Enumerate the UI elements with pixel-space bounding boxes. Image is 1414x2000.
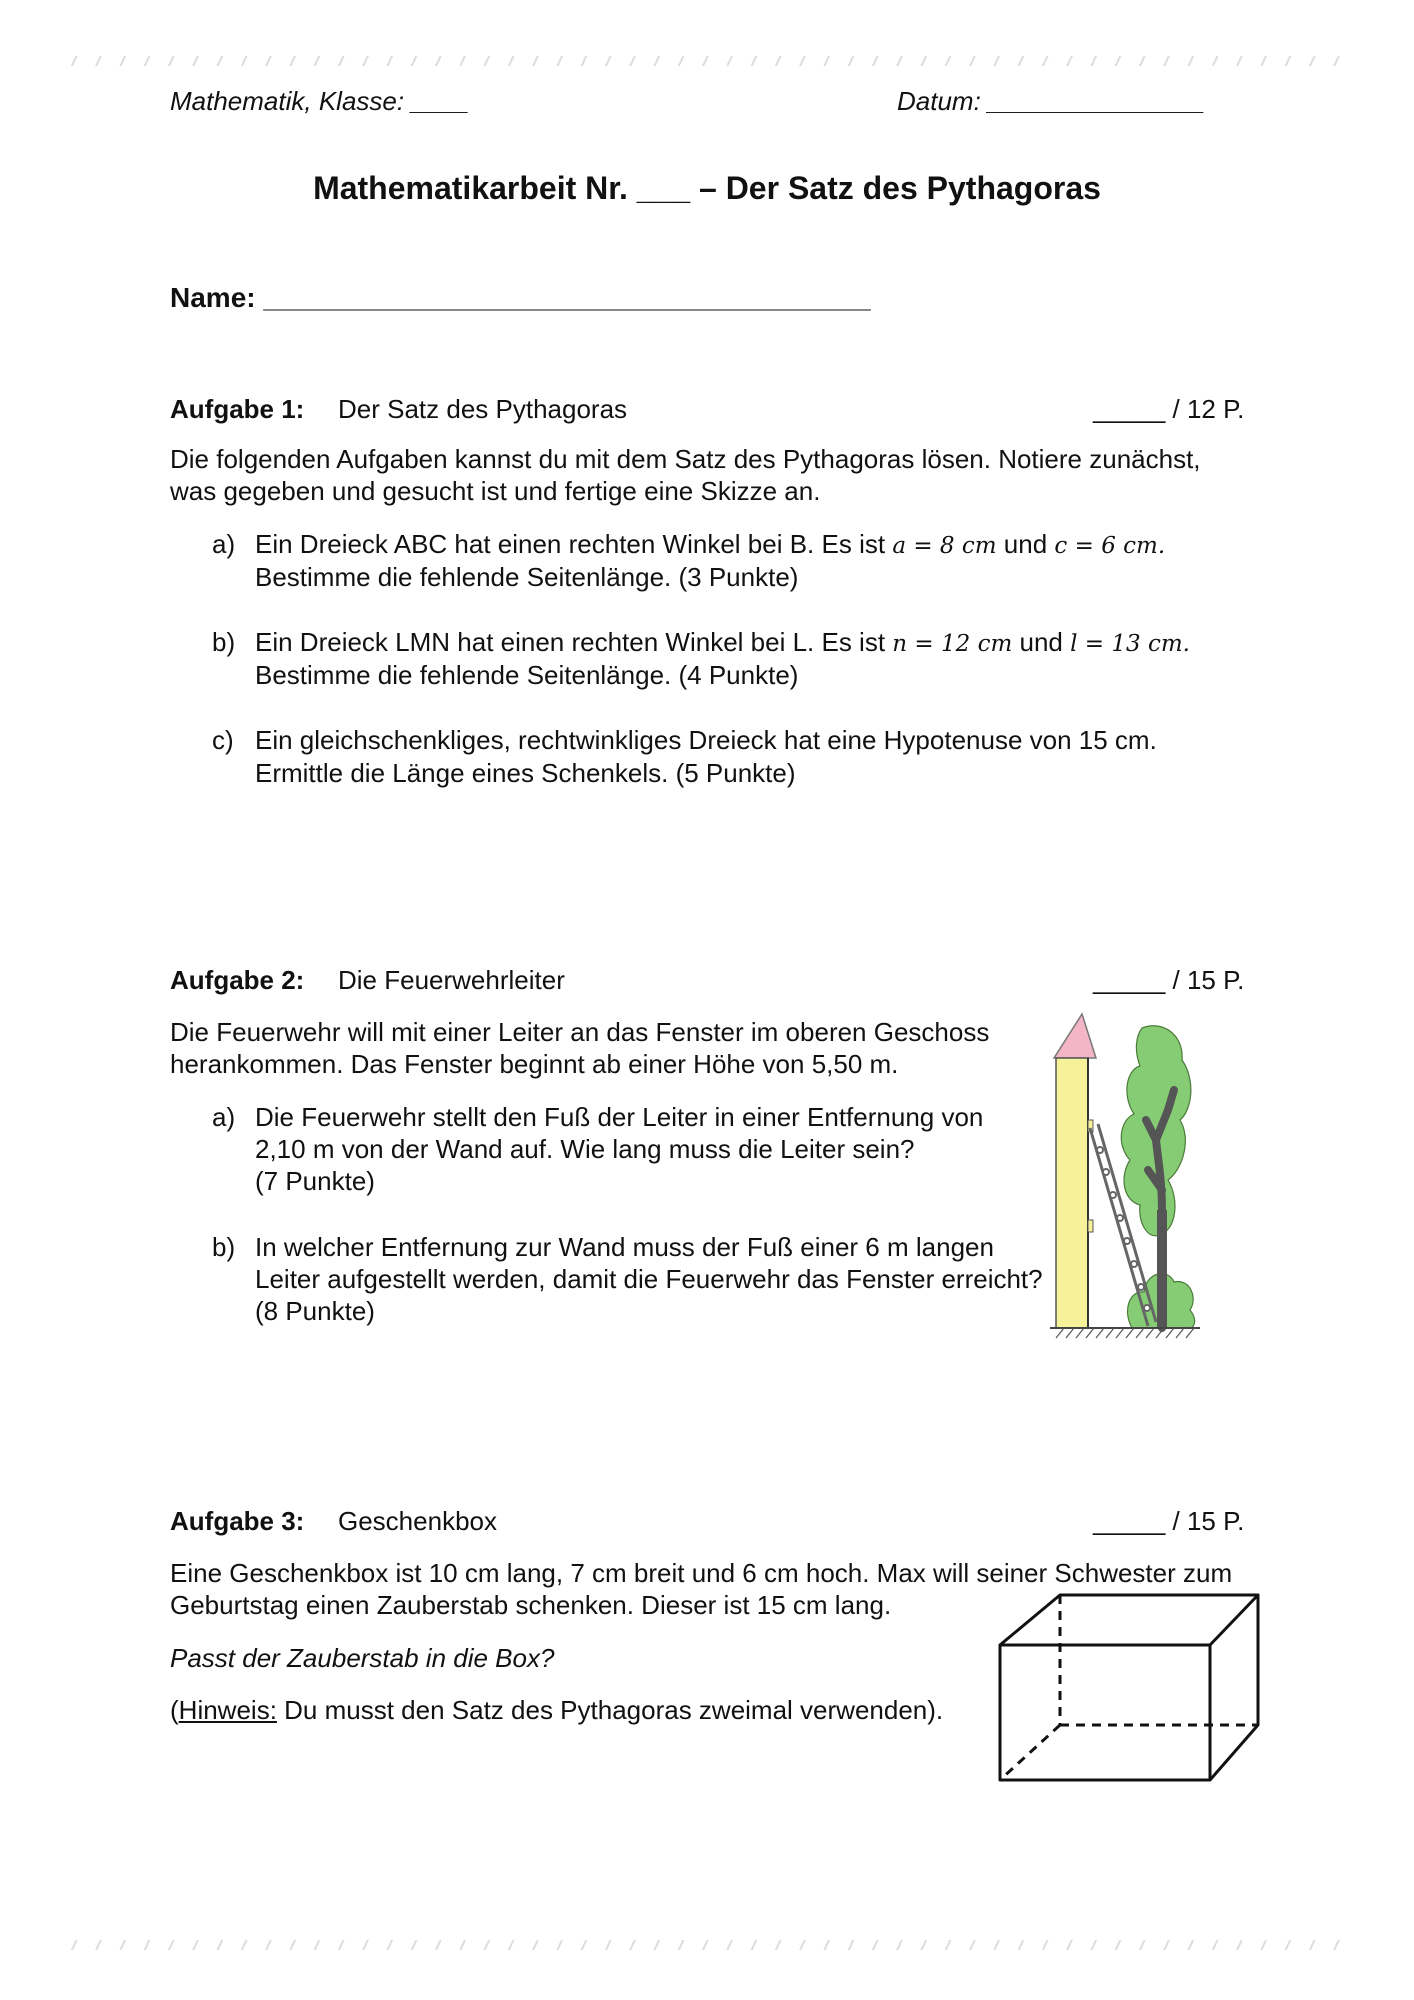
task-1-item-c-line2: Ermittle die Länge eines Schenkels. (5 Punkte)	[255, 758, 796, 788]
task-1-item-a-math1: a = 8 cm	[892, 533, 997, 559]
task-2-item-a-letter: a)	[212, 1102, 236, 1132]
task-1-intro-line1: Die folgenden Aufgaben kannst du mit dem Satz des Pythagoras lösen. Notiere zunächst,	[170, 444, 1201, 474]
task-1-item-b-letter: b)	[212, 627, 236, 657]
task-2-item-a-line2: 2,10 m von der Wand auf. Wie lang muss die Leiter sein?	[255, 1134, 915, 1164]
task-2-item-b-line1: In welcher Entfernung zur Wand muss der Fuß einer 6 m langen	[255, 1232, 994, 1262]
task-1-item-a-text: Ein Dreieck ABC hat einen rechten Winkel bei B. Es ist	[255, 529, 886, 559]
task-2-intro-line1: Die Feuerwehr will mit einer Leiter an das Fenster im oberen Geschoss	[170, 1017, 990, 1047]
task-2-title: Die Feuerwehrleiter	[338, 965, 565, 995]
task-1-item-a-letter: a)	[212, 529, 236, 559]
page-title: Mathematikarbeit Nr. ___ – Der Satz des Pythagoras	[313, 170, 1101, 206]
task-2-label: Aufgabe 2:	[170, 965, 305, 995]
task-1-item-c-letter: c)	[212, 725, 234, 755]
task-1-label: Aufgabe 1:	[170, 394, 305, 424]
task-3-label: Aufgabe 3:	[170, 1506, 305, 1536]
task-3-question: Passt der Zauberstab in die Box?	[170, 1643, 555, 1673]
task-2-item-b-line3: (8 Punkte)	[255, 1296, 375, 1326]
date-label: Datum: _______________	[897, 86, 1205, 116]
task-2-item-a-line1: Die Feuerwehr stellt den Fuß der Leiter in einer Entfernung von	[255, 1102, 984, 1132]
task-2-item-b-line2: Leiter aufgestellt werden, damit die Feuerwehr das Fenster erreicht?	[255, 1264, 1043, 1294]
task-3-hint-label: Hinweis:	[178, 1695, 277, 1725]
task-1-points: _____ / 12 P.	[1093, 394, 1245, 424]
task-2-points: _____ / 15 P.	[1093, 965, 1245, 995]
class-label: Mathematik, Klasse: ____	[170, 86, 470, 116]
task-1-item-b-text: Ein Dreieck LMN hat einen rechten Winkel bei L. Es ist	[255, 627, 886, 657]
task-2-item-b-letter: b)	[212, 1232, 236, 1262]
task-1-item-a-line1	[255, 528, 1165, 562]
name-field: Name: _______________________________________	[170, 282, 871, 313]
task-1-intro-line2: was gegeben und gesucht ist und fertige eine Skizze an.	[170, 476, 821, 506]
top-border	[60, 56, 1354, 66]
task-2-intro-line2: herankommen. Das Fenster beginnt ab einer Höhe von 5,50 m.	[170, 1049, 899, 1079]
ladder-illustration	[1050, 1010, 1200, 1340]
task-1-item-c-line1: Ein gleichschenkliges, rechtwinkliges Dreieck hat eine Hypotenuse von 15 cm.	[255, 725, 1157, 755]
task-1-item-b-math1: n = 12 cm	[892, 631, 1013, 657]
task-3-hint-open: (	[170, 1695, 179, 1725]
task-3-hint	[170, 1694, 943, 1726]
task-3-title: Geschenkbox	[338, 1506, 497, 1536]
task-3-points: _____ / 15 P.	[1093, 1506, 1245, 1536]
task-1-title: Der Satz des Pythagoras	[338, 394, 628, 424]
gift-box-cuboid-drawing	[990, 1590, 1260, 1790]
task-1-item-b-und: und	[1019, 627, 1063, 657]
task-3-intro-line1: Eine Geschenkbox ist 10 cm lang, 7 cm breit und 6 cm hoch. Max will seiner Schwester zum	[170, 1558, 1233, 1588]
task-1-item-b-line2: Bestimme die fehlende Seitenlänge. (4 Punkte)	[255, 660, 799, 690]
task-1-item-b-math2: l = 13 cm.	[1070, 631, 1190, 657]
task-3-hint-text: Du musst den Satz des Pythagoras zweimal verwenden).	[276, 1695, 944, 1725]
task-1-item-a-und: und	[1003, 529, 1048, 559]
task-1-item-a-math2: c = 6 cm.	[1054, 533, 1166, 559]
bottom-border	[60, 1940, 1354, 1950]
task-1-item-a-line2: Bestimme die fehlende Seitenlänge. (3 Punkte)	[255, 562, 799, 592]
task-3-intro-line2: Geburtstag einen Zauberstab schenken. Dieser ist 15 cm lang.	[170, 1590, 892, 1620]
task-1-item-b-line1	[255, 626, 1190, 660]
task-2-item-a-line3: (7 Punkte)	[255, 1166, 375, 1196]
